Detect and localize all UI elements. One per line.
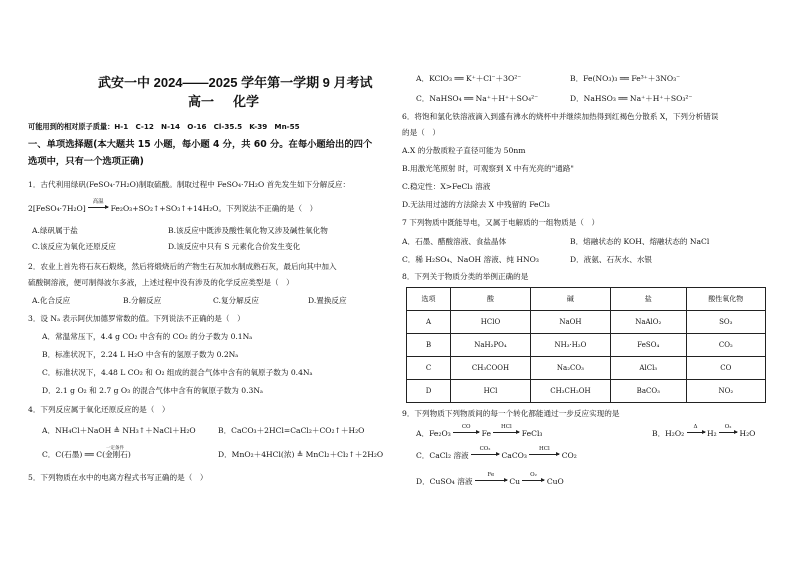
q4-option-d[interactable]: D．MnO₂＋4HCl(浓) ≜ MnCl₂＋Cl₂↑＋2H₂O — [218, 450, 384, 459]
q9-d-arrow1 — [475, 472, 507, 487]
table-header-cell: 碱 — [530, 288, 610, 311]
table-cell: NaAlO₂ — [610, 311, 686, 334]
q9-option-a[interactable] — [416, 424, 543, 439]
q9-d-start: D．CuSO₄ 溶液 — [416, 477, 473, 486]
q9-c-start: C．CaCl₂ 溶液 — [416, 451, 469, 460]
q9-a-end: FeCl₃ — [521, 429, 543, 438]
q7-option-a[interactable]: A．石墨、醋酸溶液、食盐晶体 — [402, 237, 507, 246]
q7-stem: 7 下列物质中既能导电，又属于电解质的一组物质是（ ） — [402, 218, 600, 227]
q9-c-reagent2: HCl — [538, 446, 550, 452]
q6-option-b[interactable]: B.用激光笔照射 时，可观察到 X 中有光亮的"通路" — [402, 164, 574, 173]
q9-c-mid: CaCO₃ — [501, 451, 527, 460]
section1-heading-line2: 选项中，只有一个选项正确) — [28, 156, 144, 167]
q9-b-end: H₂O — [739, 429, 756, 438]
table-header-cell: 酸性氧化物 — [686, 288, 765, 311]
grade-label: 高一 — [188, 95, 215, 110]
exam-title: 武安一中 2024——2025 学年第一学期 9 月考试 — [98, 75, 373, 90]
q2-option-c[interactable]: C.复分解反应 — [213, 296, 259, 305]
q9-option-c[interactable] — [416, 446, 577, 461]
q3-stem: 3．设 Nₐ 表示阿伏加德罗常数的值。下列说法不正确的是（ ） — [28, 314, 245, 323]
table-cell: A — [407, 311, 451, 334]
q5-option-c[interactable]: C．NaHSO₄ ══ Na⁺＋H⁺＋SO₄²⁻ — [416, 94, 539, 103]
q9-b-arrow1 — [687, 424, 705, 439]
q3-option-a[interactable]: A．常温常压下，4.4 g CO₂ 中含有的 CO₂ 的分子数为 0.1Nₐ — [42, 332, 253, 341]
subject-label: 化学 — [233, 95, 260, 110]
table-cell: NO₂ — [686, 380, 765, 403]
q9-option-d[interactable] — [416, 472, 564, 487]
q9-a-start: A．Fe₂O₃ — [416, 429, 451, 438]
q8-classification-table — [406, 287, 766, 403]
q2-option-a[interactable]: A.化合反应 — [32, 296, 71, 305]
q9-a-arrow2 — [493, 424, 519, 439]
q9-b-mid: H₂ — [706, 429, 717, 438]
q1-option-d[interactable]: D.该反应中只有 S 元素化合价发生变化 — [168, 242, 301, 251]
q1-eq-arrow — [88, 199, 108, 214]
q2-option-b[interactable]: B.分解反应 — [123, 296, 162, 305]
q6-option-c[interactable]: C.稳定性：X>FeCl₃ 溶液 — [402, 182, 491, 191]
q3-option-b[interactable]: B．标准状况下，2.24 L H₂O 中含有的氢原子数为 0.2Nₐ — [42, 350, 239, 359]
q1-option-b[interactable]: B.该反应中既涉及酸性氧化物又涉及碱性氧化物 — [168, 226, 328, 235]
table-cell: NaH₂PO₄ — [451, 334, 531, 357]
table-cell: FeSO₄ — [610, 334, 686, 357]
q9-c-end: CO₂ — [561, 451, 577, 460]
q9-c-arrow1 — [471, 446, 499, 461]
q1-stem: 1．古代利用绿矾(FeSO₄·7H₂O)制取硫酸。制取过程中 FeSO₄·7H₂O 首先发生如下分解反应： — [28, 180, 351, 189]
table-cell: BaCO₃ — [610, 380, 686, 403]
q9-b-arrow2 — [719, 424, 737, 439]
left-column — [28, 0, 403, 561]
table-cell: Na₂CO₃ — [530, 357, 610, 380]
q9-d-reagent1: Fe — [487, 472, 495, 478]
q5-option-b[interactable]: B．Fe(NO₃)₃ ══ Fe³⁺＋3NO₃⁻ — [570, 74, 681, 83]
q9-d-mid: Cu — [509, 477, 521, 486]
q4-stem: 4．下列反应属于氧化还原反应的是（ ） — [28, 405, 170, 414]
q1-eq-condition: 高温 — [92, 199, 104, 205]
table-cell: C — [407, 357, 451, 380]
q9-d-reagent2: O₂ — [530, 472, 537, 478]
table-header-cell: 选项 — [407, 288, 451, 311]
q4-c-condition: 一定条件 — [106, 446, 124, 451]
q9-b-start: B．H₂O₂ — [652, 429, 685, 438]
table-header-cell: 盐 — [610, 288, 686, 311]
table-row[interactable] — [407, 334, 766, 357]
q5-stem: 5．下列物质在水中的电离方程式书写正确的是（ ） — [28, 473, 208, 482]
table-cell: AlCl₃ — [610, 357, 686, 380]
q7-option-d[interactable]: D．液氨、石灰水、水银 — [570, 255, 653, 264]
table-cell: CH₃COOH — [451, 357, 531, 380]
q5-option-a[interactable]: A．KClO₃ ══ K⁺＋Cl⁻＋3O²⁻ — [416, 74, 522, 83]
table-cell: NaOH — [530, 311, 610, 334]
table-header-row — [407, 288, 766, 311]
q9-a-mid: Fe — [481, 429, 491, 438]
right-column — [402, 0, 777, 561]
q7-option-b[interactable]: B．熔融状态的 KOH、熔融状态的 NaCl — [570, 237, 710, 246]
table-row[interactable] — [407, 380, 766, 403]
q3-option-c[interactable]: C．标准状况下，4.48 L CO₂ 和 O₂ 组成的混合气体中含有的氧原子数为 0.4Nₐ — [42, 368, 313, 377]
table-cell: SO₃ — [686, 311, 765, 334]
q9-c-arrow2 — [529, 446, 559, 461]
q9-option-b[interactable] — [652, 424, 756, 439]
q1-eq-left: 2[FeSO₄·7H₂O] — [28, 204, 86, 213]
q9-b-reagent1: Δ — [693, 424, 698, 430]
q2-stem-line1: 2．农业上首先将石灰石煅烧，然后将煅烧后的产物生石灰加水制成熟石灰，最后向其中加入 — [28, 262, 337, 271]
section1-heading-line1: 一、单项选择题(本大题共 15 小题，每小题 4 分，共 60 分。在每小题给出的四个 — [28, 139, 373, 150]
q9-a-reagent1: CO — [461, 424, 471, 430]
q2-option-d[interactable]: D.置换反应 — [308, 296, 347, 305]
table-cell: HClO — [451, 311, 531, 334]
q5-option-d[interactable]: D．NaHSO₃ ══ Na⁺＋H⁺＋SO₃²⁻ — [570, 94, 693, 103]
table-cell: HCl — [451, 380, 531, 403]
q6-stem-line1: 6．将饱和氯化铁溶液滴入到盛有沸水的烧杯中并继续加热得到红褐色分散系 X，下列分析错误 — [402, 112, 719, 121]
table-cell: CO₂ — [686, 334, 765, 357]
q9-b-reagent2: O₂ — [724, 424, 732, 430]
q9-c-reagent1: CO₂ — [479, 446, 491, 452]
q9-a-reagent2: HCl — [500, 424, 512, 430]
q4-option-a[interactable]: A．NH₄Cl＋NaOH ≜ NH₃↑＋NaCl＋H₂O — [42, 426, 196, 435]
atomic-masses: 可能用到的相对原子质量：H-1 C-12 N-14 O-16 Cl-35.5 K-39 Mn-55 — [28, 122, 300, 131]
q6-option-a[interactable]: A.X 的分散质粒子直径可能为 50nm — [402, 146, 526, 155]
q1-equation — [28, 199, 318, 214]
table-row[interactable] — [407, 311, 766, 334]
table-header-cell: 酸 — [451, 288, 531, 311]
table-cell: D — [407, 380, 451, 403]
table-cell: NH₃·H₂O — [530, 334, 610, 357]
table-row[interactable] — [407, 357, 766, 380]
table-cell: CO — [686, 357, 765, 380]
q1-eq-right: Fe₂O₃+SO₂↑+SO₃↑+14H₂O。下列说法不正确的是（ ） — [110, 204, 318, 213]
q4-option-b[interactable]: B．CaCO₃＋2HCl=CaCl₂＋CO₂↑＋H₂O — [218, 426, 365, 435]
q9-a-arrow1 — [453, 424, 479, 439]
q6-stem-line2: 的是（ ） — [402, 128, 440, 137]
q1-option-a[interactable]: A.绿矾属于盐 — [32, 226, 78, 235]
q4-option-c[interactable]: C．C(石墨) ══ C(金刚石) — [42, 450, 131, 459]
q9-d-end: CuO — [546, 477, 564, 486]
q2-stem-line2: 硫酸铜溶液，便可制得波尔多液，上述过程中没有涉及的化学反应类型是（ ） — [28, 278, 294, 287]
table-cell: CH₃CH₂OH — [530, 380, 610, 403]
q8-stem: 8．下列关于物质分类的举例正确的是 — [402, 272, 529, 281]
q1-option-c[interactable]: C.该反应为氧化还原反应 — [32, 242, 116, 251]
q9-d-arrow2 — [522, 472, 544, 487]
q7-option-c[interactable]: C．稀 H₂SO₄、NaOH 溶液、纯 HNO₃ — [402, 255, 539, 264]
q9-stem: 9．下列物质下列物质间的每一个转化都能通过一步反应实现的是 — [402, 409, 620, 418]
table-cell: B — [407, 334, 451, 357]
q3-option-d[interactable]: D．2.1 g O₂ 和 2.7 g O₃ 的混合气体中含有的氧原子数为 0.3Nₐ — [42, 386, 263, 395]
q6-option-d[interactable]: D.无法用过滤的方法除去 X 中残留的 FeCl₃ — [402, 200, 550, 209]
